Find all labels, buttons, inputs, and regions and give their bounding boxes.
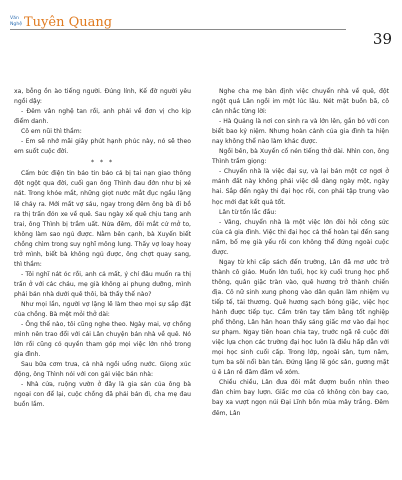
- paragraph: - Ông thế nào, tôi cũng nghe theo. Ngày mai, vợ chồng mình nên trao đổi với cái Lân chuyện bán nhà về quê. Nó lớn rồi cũng có quyền tham góp mọi việc lớn nhỏ trong gia đình.: [14, 321, 191, 359]
- header-rule: [10, 29, 346, 30]
- paragraph: - Chuyển nhà là việc đại sự, và lại bán một cơ ngơi ở mảnh đất này không phải việc dễ dàng ngày một, ngày hai. Sắp đến ngày thi đại học rồi, con phải tập trung vào học mới đạt kết quả tốt.: [212, 168, 389, 206]
- paragraph: Sau bữa cơm trưa, cả nhà ngồi uống nước. Giọng xúc động, ông Thình nói với con gái việc bán nhà:: [14, 361, 191, 379]
- paragraph: Nghe cha mẹ bàn định việc chuyển nhà về quê, đột ngột quá Lân ngồi im một lúc lâu. Nét mặt buồn bã, cô cân nhắc từng lời:: [212, 88, 389, 116]
- paragraph: Cô em nũi thì thầm:: [21, 128, 82, 136]
- paragraph: - Tôi nghĩ nát óc rồi, anh cả mất, ý chí đâu muốn ra thị trấn ở với các cháu, mẹ già không ai phụng dưỡng, mình phải bán nhà dưới quê thôi, bà thấy thế nào?: [14, 270, 191, 298]
- paragraph: Chiều chiều, Lân đưa đôi mắt đượm buồn nhìn theo đàn chim bay lượn. Giấc mơ của cô không còn bay cao, bay xa vượt ngọn núi Đại Lĩnh bồn mùa mây trắng. Đêm đêm, Lân: [212, 379, 389, 417]
- paragraph: - Hà Quảng là nơi con sinh ra và lớn lên, gắn bó với con biết bao kỷ niệm. Nhưng hoàn cảnh của gia đình ta hiện nay không thể nào làm khác được.: [212, 118, 389, 146]
- paragraph: - Em sẽ nhớ mãi giây phút hạnh phúc này, nó sẽ theo em suốt cuộc đời.: [14, 138, 191, 156]
- magazine-logo: [10, 16, 120, 40]
- paragraph: Ngồi bên, bà Xuyến cố nén tiếng thở dài. Nhìn con, ông Thình trầm giọng:: [212, 148, 389, 166]
- paragraph: - Nhà cửa, ruộng vườn ở đây là gia sản của ông bà ngoại con để lại, cuộc chồng đã phải bán đi, cha mẹ đau buồn lắm.: [14, 381, 191, 409]
- right-column: [212, 87, 389, 419]
- paragraph: xa, bỗng ồn ào tiếng người. Đúng lính, Kế đờ người yêu ngồi dậy:: [14, 88, 191, 106]
- page-number: 39: [372, 30, 392, 48]
- logo-small-text: Văn Nghệ: [10, 16, 23, 27]
- page-header: [0, 0, 402, 60]
- left-column: [14, 87, 191, 411]
- paragraph: Ngay từ khi cấp sách đến trường, Lân đã mơ ước trở thành cô giáo. Muốn lớn tuổi, học kỳ cuối trung học phổ thông, quân giặc tràn vào, quê hương trở thành chiến địa. Cô nữ sinh xung phong vào dân quân làm nhiệm vụ tiếp tế, tải thương. Quê hương sạch bóng giặc, việc học hành được tiếp tục. Cầm trên tay tấm bằng tốt nghiệp phổ thông, Lân hân hoan thấy sáng giấc mơ vào đại học sư phạm. Ngay tiên hoan chia tay, trước ngã rẽ cuộc đời việc lựa chọn các trường đại học luôn là điều hấp dẫn với mọi học sinh cuối cấp. Trong lớp, ngoài sân, tụm năm, tụm ba sôi nổi bàn tán. Đứng lặng lẽ góc sân, gương mặt ủ ê Lân rề đăm đăm về xóm.: [212, 258, 389, 377]
- paragraph: Như mọi lần, người vợ lặng lẽ làm theo mọi sự sắp đặt của chồng. Bà mệt mỏi thở dài:: [14, 300, 191, 319]
- paragraph: Cấm bức điện tin báo tin báo cả bị tai nạn giao thông đột ngột qua đời, cuối gan ông Thình đau đớn như bị xé nát. Trong khóe mắt, những giọt nước mắt đục ngầu lặng lẽ chảy ra. Mới mất vợ sáu, ngay trong đêm ông bà đi bồ ra thị trấn đón xe về quê. Sau ngày xế quê chịu tang anh trai, ông Thình bị trầm uất. Nửa đêm, đôi mắt cứ mở to, không làm sao ngủ được. Nằm bên cạnh, bà Xuyến biết chồng chìm trong suy nghĩ mông lung. Thấy vợ loay hoay trở mình, biết bà không ngủ được, ông chợt quay sang, thì thầm:: [14, 170, 191, 268]
- section-separator: * * *: [90, 159, 114, 167]
- paragraph: - Vâng, chuyển nhà là một việc lớn đòi hỏi công sức của cả gia đình. Việc thi đại học cả thế hoàn tại đến sang năm, bố mẹ già yếu rồi con không thể đứng ngoài cuộc được.: [212, 218, 389, 256]
- paragraph: Lân từ tốn lắc đầu:: [219, 208, 277, 216]
- paragraph: - Đêm vân nghệ tan rồi, anh phải về đơn vị cho kịp điểm danh.: [14, 108, 191, 126]
- logo-title: Tuyên Quang: [24, 15, 113, 30]
